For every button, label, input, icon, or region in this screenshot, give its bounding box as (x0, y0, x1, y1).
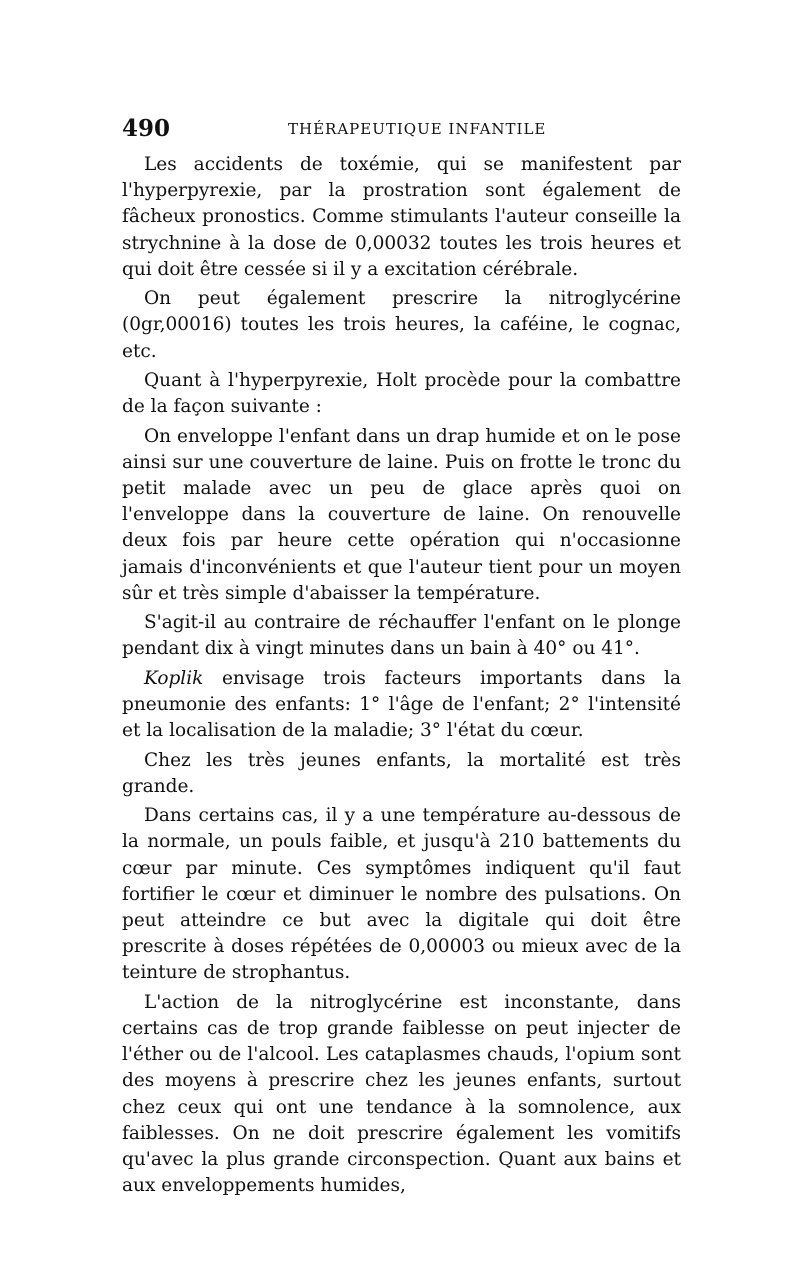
page-number: 490 (122, 115, 171, 142)
running-head (122, 115, 682, 145)
paragraph: L'action de la nitroglycérine est inconstante, dans certains cas de trop grande faiblesse on peut injecter de l'éther ou de l'alcool. Les cataplasmes chauds, l'opium sont des moyens à prescrire chez les jeunes enfants, surtout chez ceux qui ont une tendance à la somnolence, aux faiblesses. On ne doit prescrire également les vomitifs qu'avec la plus grande circonspection. Quant aux bains et aux enveloppements humides, (122, 991, 681, 1197)
paragraph: On peut également prescrire la nitroglycérine (0gr,00016) toutes les trois heures, la caféine, le cognac, etc. (122, 288, 681, 362)
paragraph: Dans certains cas, il y a une température au-dessous de la normale, un pouls faible, et jusqu'à 210 battements du cœur par minute. Ces symptômes indiquent qu'il faut fortifier le cœur et diminuer le nombre des pulsations. On peut atteindre ce but avec la digitale qui doit être prescrite à doses répétées de 0,00003 ou mieux avec de la teinture de strophantus. (122, 805, 681, 984)
paragraph: S'agit-il au contraire de réchauffer l'enfant on le plonge pendant dix à vingt minutes dans un bain à 40° ou 41°. (122, 612, 681, 660)
paragraph: On enveloppe l'enfant dans un drap humide et on le pose ainsi sur une couverture de laine. Puis on frotte le tronc du petit malade avec un peu de glace après quoi on l'enveloppe dans la couverture de laine. On renouvelle deux fois par heure cette opération qui n'occasionne jamais d'inconvénients et que l'auteur tient pour un moyen sûr et très simple d'abaisser la température. (122, 425, 681, 604)
paragraph (122, 666, 681, 745)
paragraph: Quant à l'hyperpyrexie, Holt procède pour la combattre de la façon suivante : (122, 370, 681, 418)
paragraph-text: envisage trois facteurs importants dans la pneumonie des enfants: 1° l'âge de l'enfant; 2° l'intensité et la localisation de la maladie; 3° l'état du cœur. (122, 667, 681, 742)
body-text (122, 152, 681, 1203)
running-title: THÉRAPEUTIQUE INFANTILE (288, 120, 547, 138)
paragraph: Les accidents de toxémie, qui se manifestent par l'hyperpyrexie, par la prostration sont également de fâcheux pronostics. Comme stimulants l'auteur conseille la strychnine à la dose de 0,00032 toutes les trois heures et qui doit être cessée si il y a excitation cérébrale. (122, 154, 681, 280)
author-name: Koplik (144, 667, 204, 689)
paragraph: Chez les très jeunes enfants, la mortalité est très grande. (122, 749, 681, 797)
